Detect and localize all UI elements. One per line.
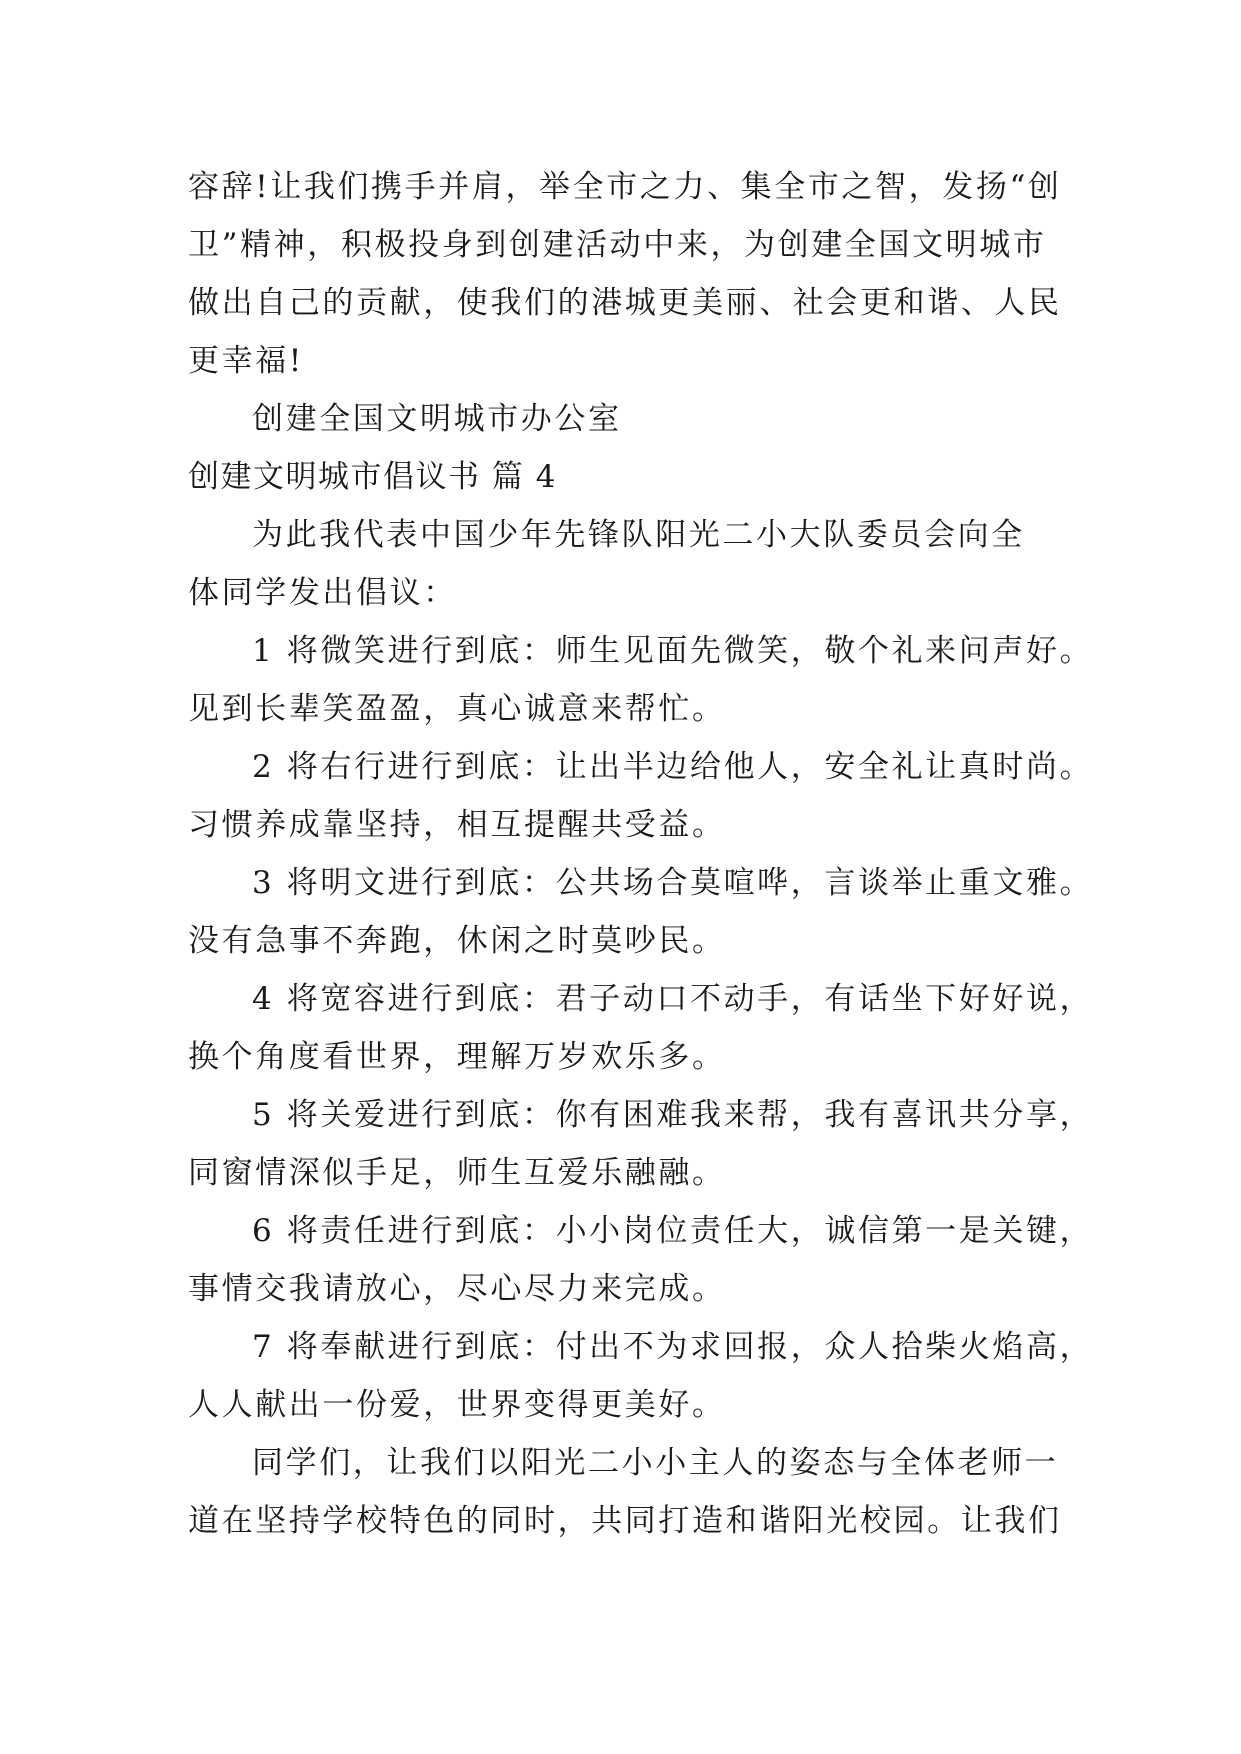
paragraph-line: 道在坚持学校特色的同时，共同打造和谐阳光校园。让我们 [188,1503,1062,1539]
list-item-line: 没有急事不奔跑，休闲之时莫吵民。 [188,923,726,959]
paragraph-line: 卫”精神，积极投身到创建活动中来，为创建全国文明城市 [188,227,1047,263]
section-heading: 创建文明城市倡议书 篇 4 [188,459,557,495]
list-item-line: 同窗情深似手足，师生互爱乐融融。 [188,1155,726,1191]
list-item-line: 6 将责任进行到底：小小岗位责任大，诚信第一是关键， [252,1213,1094,1249]
paragraph-line: 体同学发出倡议： [188,575,457,611]
signature-line: 创建全国文明城市办公室 [252,401,622,437]
paragraph-line: 容辞!让我们携手并肩，举全市之力、集全市之智，发扬“创 [188,169,1062,205]
paragraph-line: 更幸福! [188,343,304,379]
list-item-line: 2 将右行进行到底：让出半边给他人，安全礼让真时尚。 [252,749,1094,785]
list-item-line: 换个角度看世界，理解万岁欢乐多。 [188,1039,726,1075]
list-item-line: 习惯养成靠坚持，相互提醒共受益。 [188,807,726,843]
paragraph-line: 为此我代表中国少年先锋队阳光二小大队委员会向全 [252,517,1025,553]
list-item-line: 3 将明文进行到底：公共场合莫喧哗，言谈举止重文雅。 [252,865,1094,901]
list-item-line: 7 将奉献进行到底：付出不为求回报，众人拾柴火焰高， [252,1329,1094,1365]
paragraph-line: 做出自己的贡献，使我们的港城更美丽、社会更和谐、人民 [188,285,1062,321]
list-item-line: 事情交我请放心，尽心尽力来完成。 [188,1271,726,1307]
paragraph-line: 同学们，让我们以阳光二小小主人的姿态与全体老师一 [252,1445,1059,1481]
list-item-line: 4 将宽容进行到底：君子动口不动手，有话坐下好好说， [252,981,1094,1017]
list-item-line: 见到长辈笑盈盈，真心诚意来帮忙。 [188,691,726,727]
list-item-line: 5 将关爱进行到底：你有困难我来帮，我有喜讯共分享， [252,1097,1094,1133]
list-item-line: 人人献出一份爱，世界变得更美好。 [188,1387,726,1423]
document-body [188,158,1094,1550]
list-item-line: 1 将微笑进行到底：师生见面先微笑，敬个礼来问声好。 [252,633,1094,669]
